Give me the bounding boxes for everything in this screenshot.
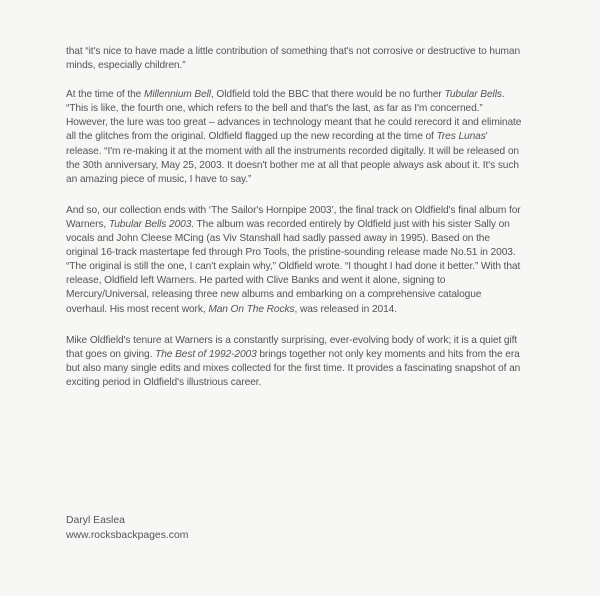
italic-title: Tubular Bells 2003 [108, 218, 192, 230]
text-run: And so, our collection ends with ‘The Sailor's Hornpipe 2003’, the final track on Oldfield's final album for Warners, [66, 204, 521, 230]
text-run: ' release. “I'm re-making it at the moment with all the instruments recorded digitally. It will be released on the 30th anniversary, May 25, 2003. It doesn't bother me at all that people always ask about it. It's such an amazing piece of music, I have to say.” [66, 131, 519, 185]
paragraph-3 [66, 204, 522, 317]
text-run: At the time of the [66, 89, 144, 101]
text-run: that “it's nice to have made a little contribution of something that's not corrosive or destructive to human minds, especially children.” [66, 46, 521, 72]
text-run: brings together not only key moments and hits from the era but also many single edits and mixes collected for the first time. It provides a fascinating snapshot of an exciting period in Oldfield's illustrious career. [66, 348, 521, 388]
signature-block [66, 513, 188, 543]
text-run: , Oldfield told the BBC that there would be no further [210, 89, 445, 101]
italic-title: Tubular Bells [444, 89, 502, 101]
text-run: . “This is like, the fourth one, which refers to the bell and that's the last, as far as I'm concerned.” However, the lure was too great – advances in technology meant that he could rerecord it and eliminate all the glitches from the original. Oldfield flagged up the new recording at the time of [66, 89, 522, 143]
italic-title: Tres Lunas [436, 131, 486, 143]
text-run: Mike Oldfield's tenure at Warners is a constantly surprising, ever-evolving body of work; it is a quiet gift that goes on giving. [66, 334, 518, 360]
italic-title: The Best of 1992-2003 [155, 348, 257, 360]
text-run: , was released in 2014. [294, 303, 397, 315]
paragraph-1 [66, 45, 522, 73]
paragraph-2 [66, 88, 522, 187]
paragraph-4 [66, 334, 522, 390]
website-url: www.rocksbackpages.com [66, 530, 189, 541]
author-name: Daryl Easlea [66, 515, 125, 526]
text-run: . The album was recorded entirely by Oldfield just with his sister Sally on vocals and John Cleese MCing (as Viv Stanshall had sadly passed away in 1995). Based on the original 16-track mastertape fed through Pro Tools, the pristine-sounding release made No.51 in 2003. “The original is still the one, I can't explain why,” Oldfield wrote. “I thought I had done it better.” With that release, Oldfield left Warners. He parted with Clive Banks and went it alone, signing to Mercury/Universal, releasing three new albums and embarking on a comprehensive catalogue overhaul. His most recent work, [66, 218, 521, 315]
liner-notes-body [66, 45, 522, 390]
italic-title: Millennium Bell [143, 89, 211, 101]
italic-title: Man On The Rocks [208, 303, 295, 315]
